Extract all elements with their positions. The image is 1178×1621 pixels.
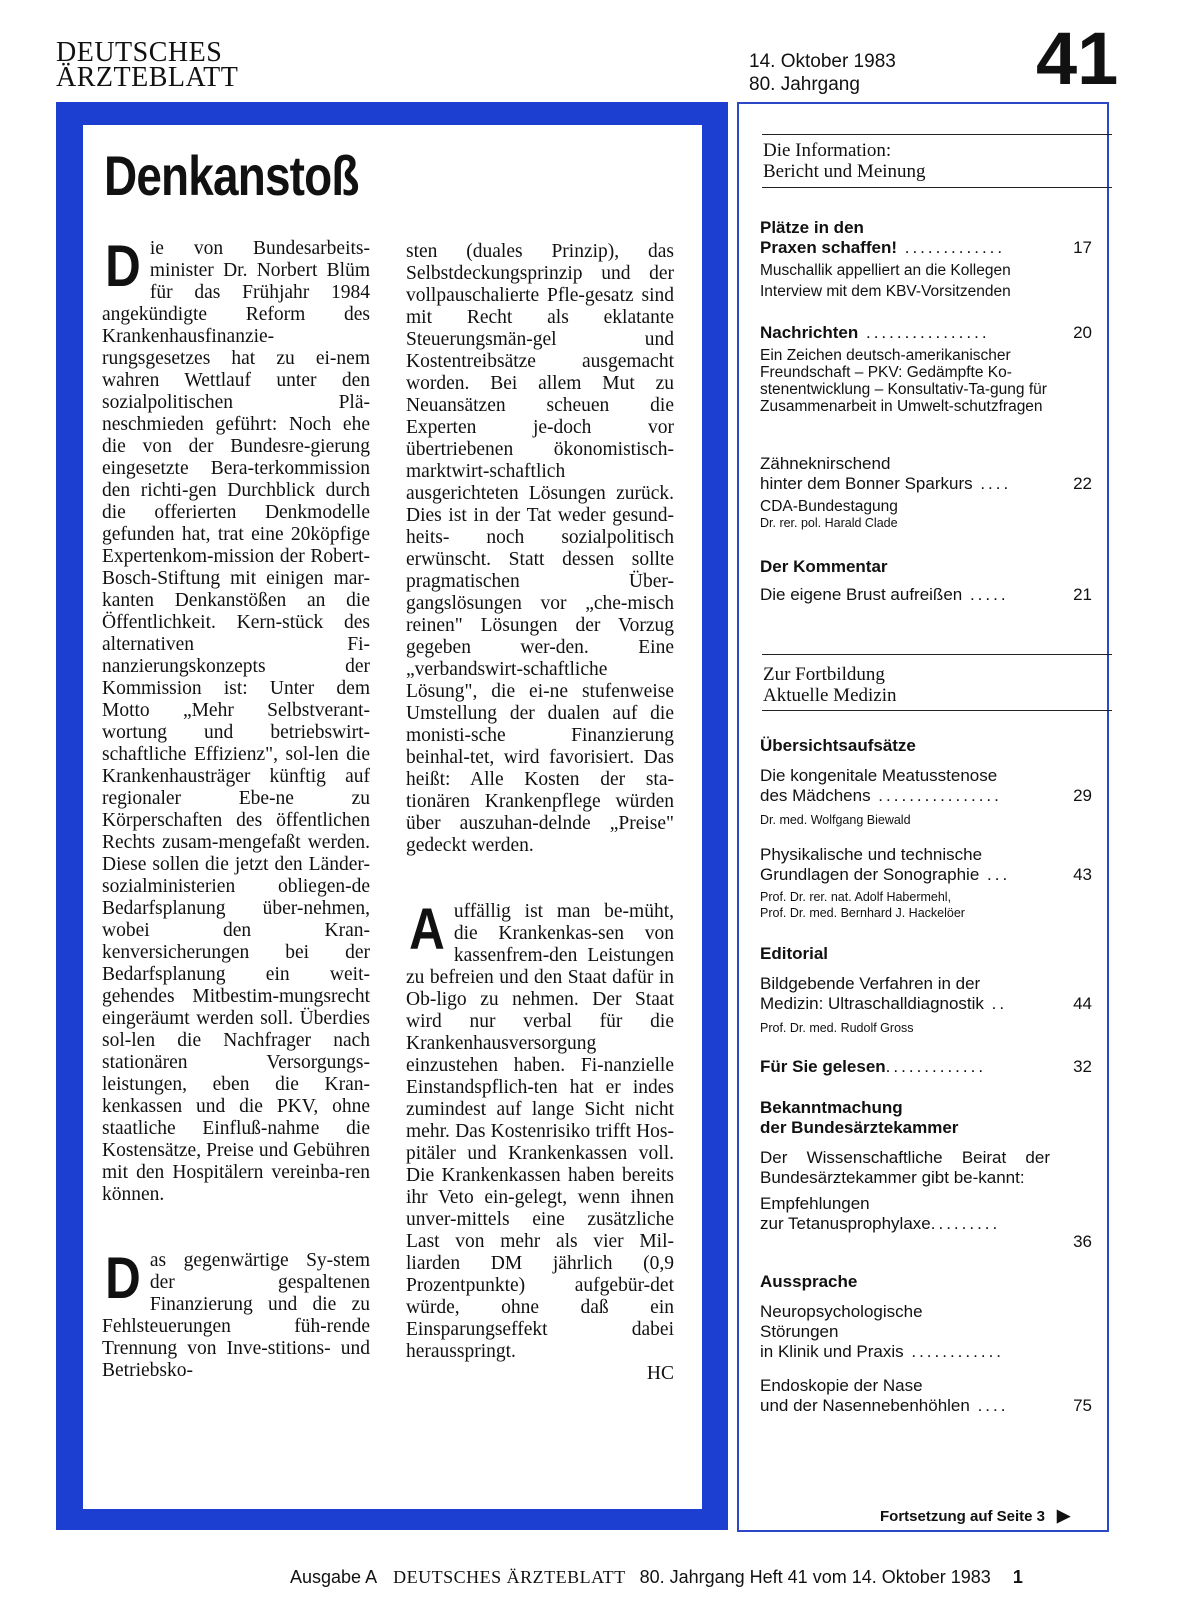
editorial-signature: HC (646, 1363, 674, 1384)
page-number: 20 (1073, 323, 1092, 342)
entry-title: Die eigene Brust aufreißen ..... (760, 585, 1009, 604)
drop-cap: D (105, 234, 141, 299)
entry-subtitle: Interview mit dem KBV-Vorsitzenden (760, 283, 1011, 300)
issue-volume: 80. Jahrgang (749, 74, 860, 95)
toc-entry-gelesen[interactable] (760, 1057, 1100, 1077)
toc-entry-sonographie[interactable] (760, 845, 1100, 921)
section-line: Bericht und Meinung (763, 161, 926, 182)
entry-title: in Klinik und Praxis ............ (760, 1342, 1005, 1361)
entry-title: des Mädchens ................ (760, 786, 1002, 805)
entry-subtitle: Muschallik appelliert an die Kollegen (760, 262, 1011, 279)
entry-category: Aussprache (760, 1272, 858, 1291)
toc-entry-sparkurs[interactable] (760, 454, 1100, 531)
triangle-right-icon: ▶ (1057, 1506, 1071, 1525)
entry-title: Zähneknirschend (760, 454, 891, 473)
paragraph-text: as gegenwärtige Sy-stem der gespaltenen Finanzierung und die zu Fehlsteuerungen füh-rende Trennung von Inve-stitions- und Betriebsko- (102, 1250, 370, 1381)
toc-entry-nachrichten[interactable] (760, 323, 1100, 415)
entry-title: Endoskopie der Nase (760, 1376, 923, 1395)
entry-title: Für Sie gelesen............. (760, 1057, 987, 1076)
editorial-headline: Denkanstoß (104, 144, 359, 207)
page-number: 44 (1073, 994, 1092, 1013)
entry-title: Neuropsychologische (760, 1302, 923, 1321)
drop-cap: A (409, 897, 445, 962)
page-number: 29 (1073, 786, 1092, 805)
toc-entry-editorial[interactable] (760, 944, 1100, 1036)
continue-label: Fortsetzung auf Seite 3 (880, 1508, 1046, 1525)
page-number: 32 (1073, 1057, 1092, 1076)
page-number: 21 (1073, 585, 1092, 604)
issue-date-block (749, 50, 896, 96)
issue-date: 14. Oktober 1983 (749, 51, 896, 72)
divider (762, 654, 1112, 655)
entry-title: Medizin: Ultraschalldiagnostik .. (760, 994, 1008, 1013)
editorial-paragraph: sten (duales Prinzip), das Selbstdeckungsprinzip und der vollpauschalierte Pfle-gesatz sind mit Recht als eklatante Steuerungsmän-gel und Kostentreibsätze ausgemacht worden. Bei allem Mut zu Neuansätzen scheuen die Experten je-doch vor übertriebenen ökonomistisch-marktwirt-schaftlich ausgerichteten Lösungen zurück. Dies ist in der Tat weder gesund-heits- noch sozialpolitisch erwünscht. Statt dessen sollte pragmatischen Über-gangslösungen vor „che-misch reinen" Lösungen der Vorzug gegeben wer-den. Eine „verbandswirt-schaftliche Lösung", die ei-ne stufenweise Umstellung der dualen auf die monisti-sche Finanzierung beinhal-tet, wird favorisiert. Das heißt: Alle Kosten der sta-tionären Krankenpflege würden über auszuhan-delnde „Preise" gedeckt werden. (406, 241, 674, 856)
footer-edition: Ausgabe A (290, 1567, 378, 1587)
toc-section-title (763, 664, 897, 706)
page-number: 75 (1073, 1396, 1092, 1415)
entry-category: der Bundesärztekammer (760, 1118, 959, 1137)
continue-link[interactable] (880, 1506, 1070, 1527)
page-footer (290, 1566, 1023, 1588)
entry-author: Dr. rer. pol. Harald Clade (760, 516, 898, 530)
editorial-column-2 (406, 241, 674, 1385)
entry-author: Prof. Dr. med. Rudolf Gross (760, 1021, 914, 1035)
paragraph-text: ie von Bundesarbeits-minister Dr. Norbert Blüm für das Frühjahr 1984 angekündigte Reform des Krankenhausfinanzie-rungsgesetzes hat zu ei-nem wahren Wettlauf unter den sozialpolitischen Plä-neschmieden geführt: Noch ehe die von der Bundesre-gierung eingesetzte Bera-terkommission den richti-gen Durchblick durch die offerierten Denkmodelle gefunden hat, trat eine 20köpfige Expertenkom-mission der Robert-Bosch-Stiftung mit einigen mar-kanten Denkanstößen an die Öffentlichkeit. Kern-stück des alternativen Fi-nanzierungskonzepts der Kommission ist: Unter dem Motto „Mehr Selbstverant-wortung und betriebswirt-schaftliche Effizienz", sol-len die Krankenhausträger künftig auf regionaler Ebe-ne zu Körperschaften des öffentlichen Rechts zusam-mengefaßt werden. Diese sollen die jetzt den Länder-sozialministerien obliegen-de Bedarfsplanung über-nehmen, wobei den Kran-kenversicherungen bei der Bedarfsplanung ein weit-gehendes Mitbestim-mungsrecht eingeräumt werden soll. Überdies sol-len die Nachfrager nach stationären Versorgungs-leistungen, eben die Kran-kenkassen und die PKV, ohne staatliche Einfluß-nahme die Kostensätze, Preise und Gebühren mit den Hospitälern vereinba-ren können. (102, 238, 370, 1205)
footer-masthead: DEUTSCHES ÄRZTEBLATT (393, 1567, 626, 1587)
page-number: 43 (1073, 865, 1092, 884)
editorial-paragraph (406, 897, 674, 1363)
entry-category: Übersichtsaufsätze (760, 736, 916, 755)
entry-title: und der Nasennebenhöhlen .... (760, 1396, 1009, 1415)
entry-title: Störungen (760, 1322, 839, 1341)
toc-entry-meatusstenose[interactable] (760, 736, 1100, 828)
page-number: 36 (1073, 1232, 1092, 1251)
entry-title: Die kongenitale Meatusstenose (760, 766, 998, 785)
page-number: 17 (1073, 238, 1092, 257)
page-number: 22 (1073, 474, 1092, 493)
section-line: Die Information: (763, 140, 892, 161)
editorial-paragraph (102, 234, 370, 1206)
footer-info: 80. Jahrgang Heft 41 vom 14. Oktober 1983 (639, 1567, 991, 1587)
entry-category: Bekanntmachung (760, 1098, 903, 1117)
entry-category: Der Kommentar (760, 557, 888, 576)
paragraph-text: uffällig ist man be-müht, die Krankenkas-sen von kassenfrem-den Leistungen zu befreien und den Staat dafür in Ob-ligo zu nehmen. Der Staat wird nur verbal für die Krankenhausversorgung einzustehen haben. Fi-nanzielle Einstandspflich-ten hat er indes zumindest auf lange Sicht nicht mehr. Das Kostenrisiko trifft Hos-pitäler und Krankenkassen voll. Die Krankenkassen haben bereits ihr Veto ein-gelegt, wenn ihnen unver-mittels eine zusätzliche Last von mehr als vier Mil-liarden DM jährlich (0,9 Prozentpunkte) aufgebür-det würde, ohne daß ein Einsparungseffekt dabei herausspringt. (406, 901, 674, 1362)
entry-title: Empfehlungen (760, 1194, 870, 1213)
entry-category: Editorial (760, 944, 829, 963)
divider (762, 710, 1112, 711)
entry-title: Physikalische und technische (760, 845, 983, 864)
editorial-column-1 (102, 234, 370, 1382)
section-line: Aktuelle Medizin (763, 685, 897, 706)
entry-title: Plätze in den (760, 218, 864, 237)
entry-title: Nachrichten ................ (760, 323, 990, 342)
toc-entry-aussprache[interactable] (760, 1272, 1100, 1416)
entry-author: Dr. med. Wolfgang Biewald (760, 813, 911, 827)
masthead-line1: DEUTSCHES (56, 37, 223, 68)
issue-number: 41 (1036, 17, 1119, 100)
toc-entry-bekanntmachung[interactable] (760, 1098, 1100, 1251)
divider (762, 187, 1112, 188)
editorial-paragraph (102, 1246, 370, 1382)
section-line: Zur Fortbildung (763, 664, 885, 685)
toc-section-title (763, 140, 926, 182)
toc-entry-praxen[interactable] (760, 218, 1100, 300)
masthead-line2: ÄRZTEBLATT (56, 62, 239, 93)
entry-subtitle: CDA-Bundestagung (760, 498, 898, 515)
drop-cap: D (105, 1246, 141, 1311)
entry-title: Grundlagen der Sonographie ... (760, 865, 1011, 884)
masthead-logo (56, 37, 296, 93)
entry-author: Prof. Dr. rer. nat. Adolf Habermehl, (760, 890, 952, 904)
entry-author: Prof. Dr. med. Bernhard J. Hackelöer (760, 906, 965, 920)
footer-page-number: 1 (1012, 1567, 1023, 1587)
entry-text: Der Wissenschaftliche Beirat der Bundesärztekammer gibt be-kannt: (760, 1148, 1050, 1187)
entry-subtitle: Ein Zeichen deutsch-amerikanischer Freundschaft – PKV: Gedämpfte Ko-stenentwicklung – Konsultativ-Ta-gung für Zusammenarbeit in Umwelt-schutzfragen (760, 347, 1047, 415)
entry-title: Bildgebende Verfahren in der (760, 974, 981, 993)
entry-title: zur Tetanusprophylaxe......... (760, 1214, 1001, 1233)
toc-entry-kommentar[interactable] (760, 557, 1100, 605)
entry-title: hinter dem Bonner Sparkurs .... (760, 474, 1012, 493)
entry-title: Praxen schaffen! ............. (760, 238, 1006, 257)
divider (762, 134, 1112, 135)
